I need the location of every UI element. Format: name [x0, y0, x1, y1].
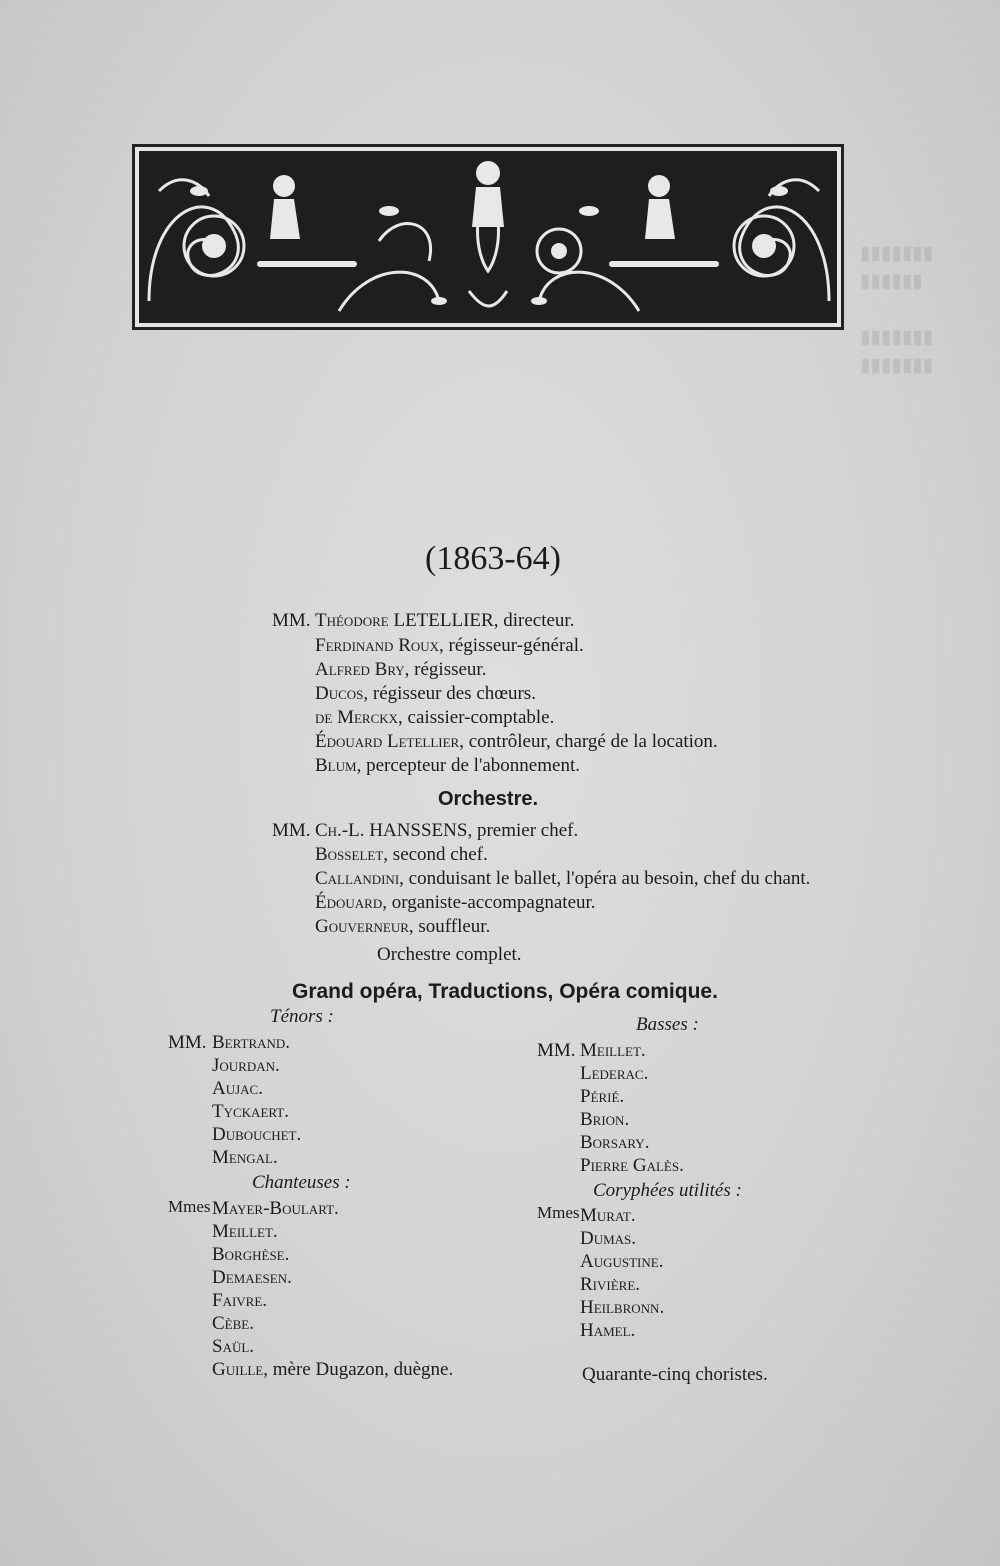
coryphees-prefix: Mmes [537, 1203, 580, 1222]
chanteuse-name: Demaesen. [212, 1267, 292, 1288]
chanteuses-prefix: Mmes [168, 1197, 211, 1216]
chanteuse-name: Cèbe. [212, 1313, 254, 1334]
admin-prefix: MM. [272, 610, 311, 631]
orchestre-prefix: MM. [272, 820, 311, 841]
chanteuse-name: Guille, mère Dugazon, duègne. [212, 1359, 454, 1380]
tenors-prefix: MM. [168, 1032, 207, 1053]
chanteuse-name: Borghèse. [212, 1244, 290, 1265]
tenor-name: Bertrand. [212, 1032, 291, 1053]
coryphee-name: Heilbronn. [580, 1297, 665, 1318]
orchestre-complete: Orchestre complet. [377, 944, 522, 965]
basses-prefix: MM. [537, 1040, 576, 1061]
coryphee-name: Rivière. [580, 1274, 641, 1295]
ornament-scroll-icon [139, 151, 837, 323]
tenor-name: Jourdan. [212, 1055, 280, 1076]
chanteuses-label: Chanteuses : [252, 1172, 351, 1193]
basse-name: Borsary. [580, 1132, 650, 1153]
admin-line: de Merckx, caissier-comptable. [315, 707, 555, 728]
season-year: (1863-64) [425, 540, 561, 577]
troupe-heading: Grand opéra, Traductions, Opéra comique. [292, 980, 718, 1003]
coryphee-name: Murat. [580, 1205, 636, 1226]
orchestre-heading: Orchestre. [438, 788, 539, 810]
admin-line: Alfred Bry, régisseur. [315, 659, 487, 680]
chanteuse-name: Mayer-Boulart. [212, 1198, 339, 1219]
ornamental-banner [132, 144, 844, 330]
chanteuse-name: Saül. [212, 1336, 255, 1357]
coryphees-label: Coryphées utilités : [593, 1180, 742, 1201]
basses-label: Basses : [636, 1014, 699, 1035]
admin-line: Théodore LETELLIER, directeur. [315, 610, 575, 631]
bleed-through-texture: ▮▮▮▮▮▮▮ ▮▮▮▮▮▮ ▮▮▮▮▮▮▮ ▮▮▮▮▮▮▮ [860, 243, 934, 376]
tenor-name: Dubouchet. [212, 1124, 302, 1145]
admin-line: Blum, percepteur de l'abonnement. [315, 755, 580, 776]
admin-line: Ducos, régisseur des chœurs. [315, 683, 536, 704]
chanteuse-name: Meillet. [212, 1221, 278, 1242]
chanteuse-name: Faivre. [212, 1290, 268, 1311]
admin-line: Ferdinand Roux, régisseur-général. [315, 635, 584, 656]
tenor-name: Tyckaert. [212, 1101, 289, 1122]
basse-name: Lederac. [580, 1063, 649, 1084]
coryphee-name: Augustine. [580, 1251, 664, 1272]
basse-name: Périé. [580, 1086, 625, 1107]
choristes-note: Quarante-cinq choristes. [582, 1364, 768, 1385]
orchestre-line: Édouard, organiste-accompagnateur. [315, 892, 596, 913]
basse-name: Brion. [580, 1109, 630, 1130]
coryphee-name: Hamel. [580, 1320, 636, 1341]
coryphee-name: Dumas. [580, 1228, 637, 1249]
orchestre-line: Bosselet, second chef. [315, 844, 488, 865]
orchestre-line: Ch.-L. HANSSENS, premier chef. [315, 820, 579, 841]
orchestre-line: Gouverneur, souffleur. [315, 916, 491, 937]
basse-name: Pierre Galès. [580, 1155, 684, 1176]
orchestre-line: Callandini, conduisant le ballet, l'opéra au besoin, chef du chant. [315, 868, 811, 889]
tenors-label: Ténors : [270, 1006, 334, 1027]
basse-name: Meillet. [580, 1040, 646, 1061]
tenor-name: Aujac. [212, 1078, 263, 1099]
tenor-name: Mengal. [212, 1147, 278, 1168]
admin-line: Édouard Letellier, contrôleur, chargé de la location. [315, 731, 718, 752]
